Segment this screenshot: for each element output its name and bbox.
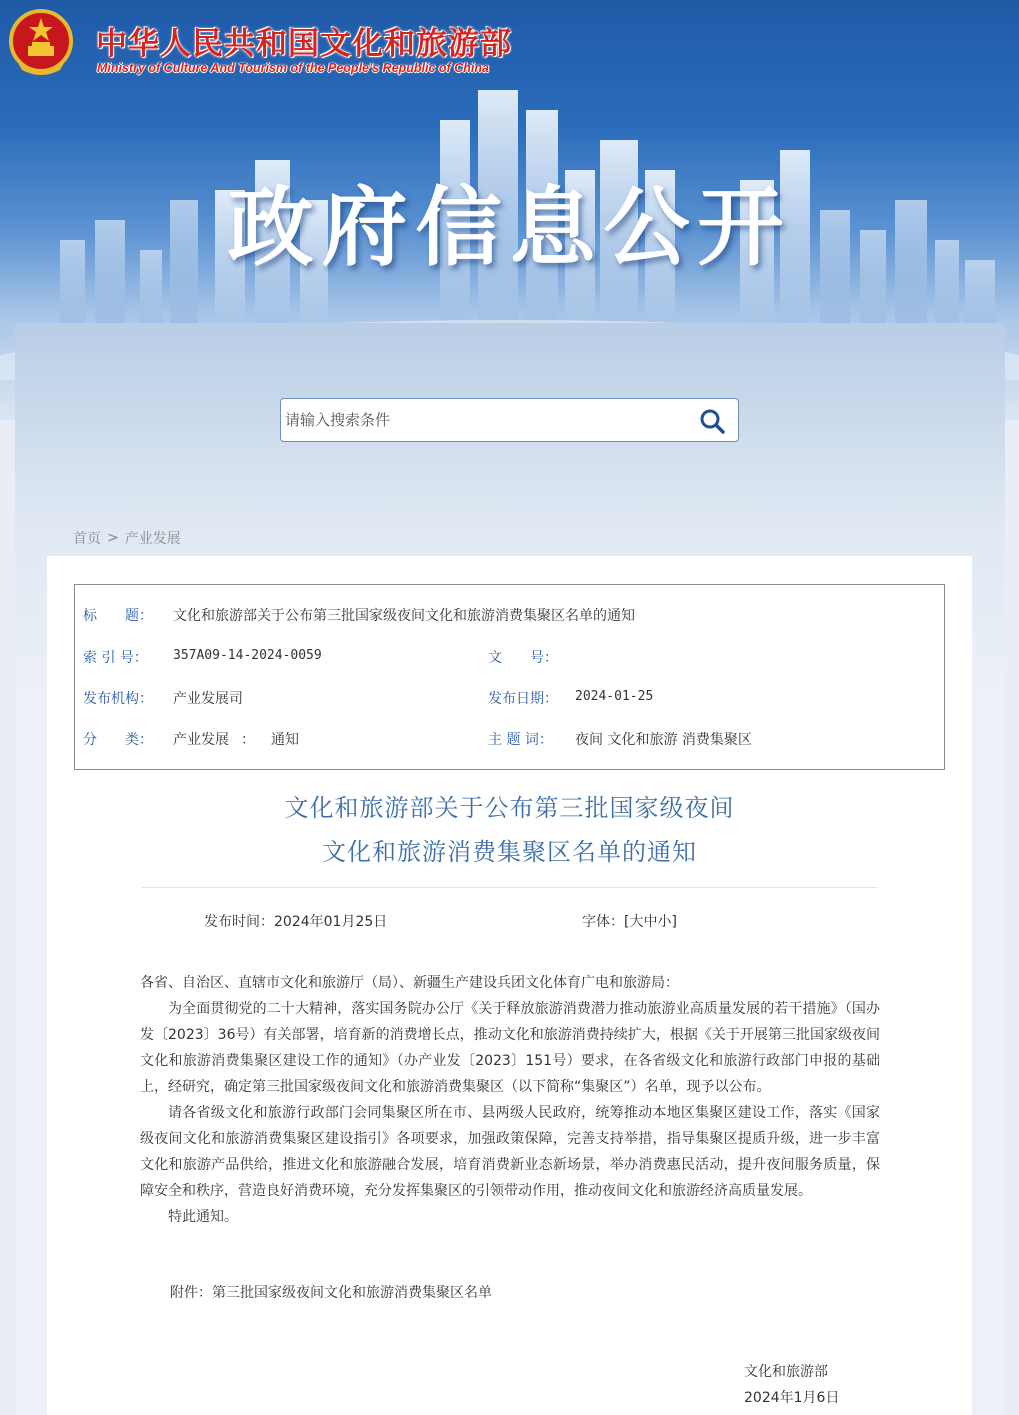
meta-title-value: 文化和旅游部关于公布第三批国家级夜间文化和旅游消费集聚区名单的通知: [173, 608, 635, 624]
meta-row-category: [75, 729, 944, 749]
signature-org: 文化和旅游部: [744, 1364, 828, 1380]
ministry-name-english: Ministry of Culture And Tourism of the People’s Republic of China: [97, 61, 489, 75]
breadcrumb-home-link[interactable]: 首页: [73, 531, 101, 547]
meta-category-value: 产业发展: [173, 732, 229, 748]
paragraph-2: 请各省级文化和旅游行政部门会同集聚区所在市、县两级人民政府，统筹推动本地区集聚区建设工作，落实《国家级夜间文化和旅游消费集聚区建设指引》各项要求，加强政策保障，完善支持举措，指导集聚区提质升级，进一步丰富文化和旅游产品供给，推进文化和旅游融合发展，培育消费新业态新场景，举办消费惠民活动，提升夜间服务质量，保障安全和秩序，营造良好消费环境，充分发挥集聚区的引领带动作用，推动夜间文化和旅游经济高质量发展。: [140, 1105, 880, 1199]
search-input[interactable]: [285, 399, 675, 441]
meta-index-label: 索 引 号：: [83, 650, 148, 666]
headline-line-2: 文化和旅游消费集聚区名单的通知: [322, 838, 697, 866]
meta-keywords-label: 主 题 词：: [488, 732, 553, 748]
national-emblem-icon: [8, 8, 74, 78]
headline-line-1: 文化和旅游部关于公布第三批国家级夜间: [284, 794, 735, 822]
meta-category-separator: ：: [241, 732, 255, 748]
publish-time: 发布时间：2024年01月25日: [204, 914, 388, 930]
headline-divider: [142, 887, 877, 888]
ministry-name-chinese: 中华人民共和国文化和旅游部: [96, 26, 512, 62]
meta-index-value: 357A09-14-2024-0059: [173, 648, 322, 663]
meta-date-value: 2024-01-25: [575, 689, 654, 704]
meta-org-label: 发布机构：: [83, 691, 153, 707]
salutation: 各省、自治区、直辖市文化和旅游厅（局）、新疆生产建设兵团文化体育广电和旅游局：: [140, 975, 679, 991]
search-icon: [698, 407, 726, 435]
meta-keywords-value: 夜间 文化和旅游 消费集聚区: [575, 732, 752, 748]
breadcrumb-current-link[interactable]: 产业发展: [124, 531, 181, 547]
banner-title: 政府信息公开: [227, 178, 792, 278]
search-button[interactable]: [698, 407, 726, 435]
article-headline: [47, 786, 972, 874]
article-container: [47, 556, 972, 1415]
meta-row-index: [75, 647, 944, 667]
breadcrumb: [73, 528, 181, 548]
article-body: [140, 970, 880, 1230]
meta-org-value: 产业发展司: [173, 691, 243, 707]
breadcrumb-separator: >: [107, 530, 119, 546]
meta-docno-label: 文 号：: [488, 650, 558, 666]
meta-category-label: 分 类：: [83, 732, 153, 748]
font-size-selector[interactable]: 字体：[大中小]: [582, 914, 677, 930]
meta-date-label: 发布日期：: [488, 691, 558, 707]
closing: 特此通知。: [168, 1209, 238, 1225]
metadata-table: [74, 584, 945, 770]
search-bar: [280, 398, 739, 442]
attachment-link[interactable]: 附件：第三批国家级夜间文化和旅游消费集聚区名单: [170, 1285, 492, 1301]
meta-category-sub: 通知: [271, 732, 299, 748]
meta-row-org: [75, 688, 944, 708]
meta-row-title: [75, 605, 944, 625]
paragraph-1: 为全面贯彻党的二十大精神，落实国务院办公厅《关于释放旅游消费潜力推动旅游业高质量发展的若干措施》（国办发〔2023〕36号）有关部署，培育新的消费增长点，推动文化和旅游消费持续扩大，根据《关于开展第三批国家级夜间文化和旅游消费集聚区建设工作的通知》（办产业发〔2023〕151号）要求，在各省级文化和旅游行政部门申报的基础上，经研究，确定第三批国家级夜间文化和旅游消费集聚区（以下简称“集聚区”）名单，现予以公布。: [140, 1001, 880, 1095]
meta-title-label: 标 题：: [83, 608, 153, 624]
signature-date: 2024年1月6日: [744, 1390, 840, 1406]
